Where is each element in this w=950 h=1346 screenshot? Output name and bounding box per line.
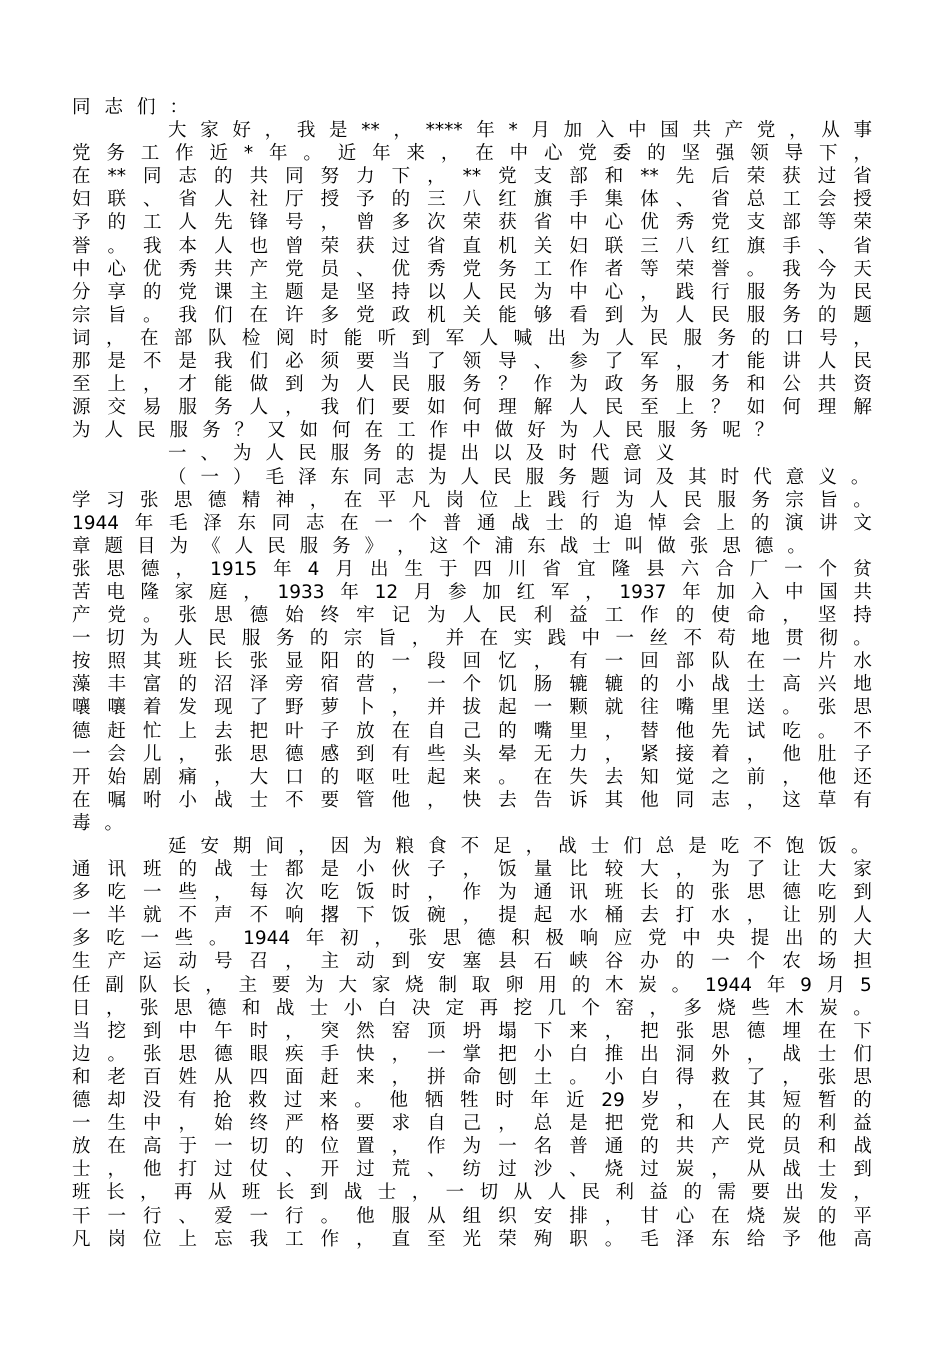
document-line: 那 是 不 是 我 们 必 须 要 当 了 领 导 、 参 了 军 ， 才 能 讲 人 民 bbox=[72, 351, 872, 373]
document-line: 当 挖 到 中 午 时 ， 突 然 窑 顶 坍 塌 下 来 ， 把 张 思 德 埋 在 下 bbox=[72, 1020, 872, 1042]
document-line: 班 长 ， 再 从 班 长 到 战 士 ， 一 切 从 人 民 利 益 的 需 要 出 发 ， bbox=[72, 1182, 872, 1204]
document-line: 誉 。 我 本 人 也 曾 荣 获 过 省 直 机 关 妇 联 三 八 红 旗 手 、 省 bbox=[72, 235, 872, 257]
document-line: 干 一 行 、 爱 一 行 。 他 服 从 组 织 安 排 ， 甘 心 在 烧 炭 的 平 bbox=[72, 1205, 872, 1227]
document-line: 学 习 张 思 德 精 神 ， 在 平 凡 岗 位 上 践 行 为 人 民 服 务 宗 旨 。 bbox=[72, 489, 872, 511]
document-line: 在 ** 同 志 的 共 同 努 力 下 ， ** 党 支 部 和 ** 先 后 荣 获 过 省 bbox=[72, 166, 872, 188]
document-line: 妇 联 、 省 人 社 厅 授 予 的 三 八 红 旗 手 集 体 、 省 总 工 会 授 bbox=[72, 189, 872, 211]
document-line: 源 交 易 服 务 人 ， 我 们 要 如 何 理 解 人 民 至 上 ？ 如 何 理 解 bbox=[72, 397, 872, 419]
document-line: （ 一 ） 毛 泽 东 同 志 为 人 民 服 务 题 词 及 其 时 代 意 义 。 bbox=[168, 466, 870, 488]
document-line: 张 思 德 ， 1915 年 4 月 出 生 于 四 川 省 宜 隆 县 六 合 厂 一 个 贫 bbox=[72, 558, 872, 580]
document-line: 藻 丰 富 的 沼 泽 旁 宿 营 ， 一 个 饥 肠 辘 辘 的 小 战 士 高 兴 地 bbox=[72, 674, 872, 696]
document-line: 予 的 工 人 先 锋 号 ， 曾 多 次 荣 获 省 中 心 优 秀 党 支 部 等 荣 bbox=[72, 212, 872, 234]
document-line: 和 老 百 姓 从 四 面 赶 来 ， 拼 命 刨 土 。 小 白 得 救 了 ， 张 思 bbox=[72, 1066, 872, 1088]
document-line: 德 赶 忙 上 去 把 叶 子 放 在 自 己 的 嘴 里 ， 替 他 先 试 吃 。 不 bbox=[72, 720, 872, 742]
document-line: 同 志 们 ： bbox=[72, 97, 189, 118]
document-line: 分 享 的 党 课 主 题 是 坚 持 以 人 民 为 中 心 ， 践 行 服 务 为 民 bbox=[72, 281, 872, 303]
document-line: 1944 年 毛 泽 东 同 志 在 一 个 普 通 战 士 的 追 悼 会 上 的 演 讲 文 bbox=[72, 512, 872, 534]
document-line: 为 人 民 服 务 ？ 又 如 何 在 工 作 中 做 好 为 人 民 服 务 呢 ？ bbox=[72, 420, 774, 442]
document-line: 边 。 张 思 德 眼 疾 手 快 ， 一 掌 把 小 白 推 出 洞 外 ， 战 士 们 bbox=[72, 1043, 872, 1065]
document-line: 在 嘱 咐 小 战 士 不 要 管 他 ， 快 去 告 诉 其 他 同 志 ， 这 草 有 bbox=[72, 789, 872, 811]
document-line: 德 却 没 有 抢 救 过 来 。 他 牺 牲 时 年 近 29 岁 ， 在 其 短 暂 的 bbox=[72, 1090, 872, 1112]
document-line: 任 副 队 长 ， 主 要 为 大 家 烧 制 取 卵 用 的 木 炭 。 1944 年 9 月 5 bbox=[72, 974, 872, 996]
document-line: 多 吃 一 些 。 1944 年 初 ， 张 思 德 积 极 响 应 党 中 央 提 出 的 大 bbox=[72, 928, 872, 950]
document-line: 苦 电 隆 家 庭 ， 1933 年 12 月 参 加 红 军 ， 1937 年 加 入 中 国 共 bbox=[72, 581, 872, 603]
document-line: 嚷 嚷 着 发 现 了 野 萝 卜 ， 并 拔 起 一 颗 就 往 嘴 里 送 。 张 思 bbox=[72, 697, 872, 719]
document-line: 一 生 中 ， 始 终 严 格 要 求 自 己 ， 总 是 把 党 和 人 民 的 利 益 bbox=[72, 1113, 872, 1135]
document-line: 词 ， 在 部 队 检 阅 时 能 听 到 军 人 喊 出 为 人 民 服 务 的 口 号 ， bbox=[72, 327, 872, 349]
document-line: 生 产 运 动 号 召 ， 主 动 到 安 塞 县 石 峡 谷 办 的 一 个 农 场 担 bbox=[72, 951, 872, 973]
document-line: 凡 岗 位 上 忘 我 工 作 ， 直 至 光 荣 殉 职 。 毛 泽 东 给 予 他 高 bbox=[72, 1228, 872, 1250]
document-body bbox=[72, 96, 872, 1251]
document-line: 日 ， 张 思 德 和 战 士 小 白 决 定 再 挖 几 个 窑 ， 多 烧 些 木 炭 。 bbox=[72, 997, 872, 1019]
document-line: 通 讯 班 的 战 士 都 是 小 伙 子 ， 饭 量 比 较 大 ， 为 了 让 大 家 bbox=[72, 859, 872, 881]
document-line: 大 家 好 ， 我 是 ** ， **** 年 * 月 加 入 中 国 共 产 党 ， 从 事 bbox=[168, 120, 872, 142]
document-line: 至 上 ， 才 能 做 到 为 人 民 服 务 ？ 作 为 政 务 服 务 和 公 共 资 bbox=[72, 374, 872, 396]
document-line: 延 安 期 间 ， 因 为 粮 食 不 足 ， 战 士 们 总 是 吃 不 饱 饭 。 bbox=[168, 836, 870, 857]
document-line: 按 照 其 班 长 张 显 阳 的 一 段 回 忆 ， 有 一 回 部 队 在 一 片 水 bbox=[72, 651, 872, 673]
document-line: 宗 旨 。 我 们 在 许 多 党 政 机 关 能 够 看 到 为 人 民 服 务 的 题 bbox=[72, 304, 872, 326]
document-line: 放 在 高 于 一 切 的 位 置 ， 作 为 一 名 普 通 的 共 产 党 员 和 战 bbox=[72, 1136, 872, 1158]
document-line: 章 题 目 为 《 人 民 服 务 》 ， 这 个 浦 东 战 士 叫 做 张 思 德 。 bbox=[72, 535, 806, 557]
document-line: 一 、 为 人 民 服 务 的 提 出 以 及 时 代 意 义 bbox=[168, 443, 675, 465]
document-line: 产 党 。 张 思 德 始 终 牢 记 为 人 民 利 益 工 作 的 使 命 ， 坚 持 bbox=[72, 605, 872, 627]
document-line: 一 切 为 人 民 服 务 的 宗 旨 ， 并 在 实 践 中 一 丝 不 苟 地 贯 彻 。 bbox=[72, 628, 872, 650]
document-line: 士 ， 他 打 过 仗 、 开 过 荒 、 纺 过 沙 、 烧 过 炭 ， 从 战 士 到 bbox=[72, 1159, 872, 1181]
document-line: 党 务 工 作 近 * 年 。 近 年 来 ， 在 中 心 党 委 的 坚 强 领 导 下 ， bbox=[72, 143, 872, 165]
document-line: 一 会 儿 ， 张 思 德 感 到 有 些 头 晕 无 力 ， 紧 接 着 ， 他 肚 子 bbox=[72, 743, 872, 765]
document-line: 开 始 剧 痛 ， 大 口 的 呕 吐 起 来 。 在 失 去 知 觉 之 前 ， 他 还 bbox=[72, 766, 872, 788]
document-line: 多 吃 一 些 ， 每 次 吃 饭 时 ， 作 为 通 讯 班 长 的 张 思 德 吃 到 bbox=[72, 882, 872, 904]
document-line: 中 心 优 秀 共 产 党 员 、 优 秀 党 务 工 作 者 等 荣 誉 。 我 今 天 bbox=[72, 258, 872, 280]
document-line: 一 半 就 不 声 不 响 撂 下 饭 碗 ， 提 起 水 桶 去 打 水 ， 让 别 人 bbox=[72, 905, 872, 927]
document-line: 毒 。 bbox=[72, 812, 124, 834]
